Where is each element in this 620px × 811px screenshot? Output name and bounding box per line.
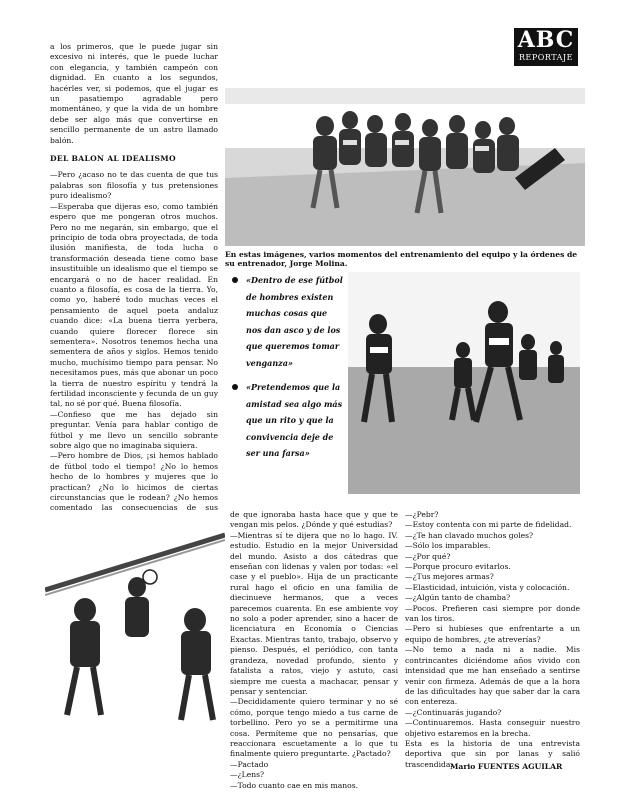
middle-paragraph: —¿Lens? — [230, 770, 265, 780]
middle-paragraph: —Mientras sí te dijera que no lo hago. IV. estudio. Estudio en la mejor Universidad del mundo. Asisto a dos cátedras que enseñan con lidenas y valen por todas: «el case y el pueblo». Hija de un practicante rural hago el oficio en una familia de diecinueve hermanos, que a veces parecemos cuarenta. En ese ambiente voy no solo a poder aprender, sino a hacer de licenciatura en Economía o Ciencias Exactas. Mientras tanto, trabajo, observo y pienso. Después, el periódico, con tanta grandeza, novedad profundo, siento y fatalista a ratos, viejo y astuto, casi siempre me cuesta a machacar, pensar y pensar y sentenciar. — [230, 530, 398, 696]
bullet-icon — [232, 277, 238, 283]
right-paragraph: —¿Por qué? — [405, 551, 451, 561]
photo-team-group — [225, 78, 585, 246]
right-paragraph: —Pero si hubieses que enfrentarte a un equipo de hombres, ¿te atreverías? — [405, 624, 580, 644]
middle-paragraph: —Decididamente quiero terminar y no sé cómo, porque tengo miedo a tus carne de torbellino. Pero yo se a permitirme una cosa. Permíteme que no pensarías, que reaccionara escuetamente a lo que tu finalmente quiero preguntarte. ¿Pactado? — [230, 697, 398, 759]
author-signature: Mario FUENTES AGUILAR — [450, 762, 563, 771]
right-paragraph: —¿Tus mejores armas? — [405, 572, 494, 582]
right-paragraph: —Continuaremos. Hasta conseguir nuestro objetivo estaremos en la brecha. — [405, 718, 580, 738]
right-column — [405, 510, 580, 770]
bullet-icon — [232, 384, 238, 390]
right-paragraph: —¿Pebr? — [405, 510, 439, 519]
right-paragraph: —No temo a nada ni a nadie. Mis contrincantes diciéndome años vivido con intensidad que me han enseñado a sentirse venir con firmeza. Además de que a la hora de las dificultades hay que saber dar la cara con entereza. — [405, 645, 580, 707]
pull-quote-box — [230, 272, 345, 490]
section-heading: DEL BALON AL IDEALISMO — [50, 154, 176, 164]
pull-quote-text: «Dentro de ese fútbol de hombres existen muchas cosas que nos dan asco y de los que queremos tomar venganza» — [246, 275, 343, 368]
middle-paragraph: —Todo cuanto cae en mis manos. — [230, 780, 359, 790]
pull-quote — [230, 379, 345, 462]
right-paragraph: —¿Algún tanto de chamba? — [405, 593, 511, 603]
left-paragraph: —Pero ¿acaso no te das cuenta de que tus palabras son filosofía y tus pretensiones puro idealismo? — [50, 170, 218, 201]
photo-goalkeeper — [45, 515, 225, 725]
left-paragraph: —Pero hombre de Dios, ¡si hemos hablado de fútbol todo el tiempo! ¿No lo hemos hecho de lo hombres y mujeres que lo practican? ¿No lo hicimos de ciertas circunstancias que le rodean? ¿No hemos comentado las consecuencias de sus — [50, 451, 218, 513]
left-paragraph: —Confieso que me has dejado sin preguntar. Venía para hablar contigo de fútbol y me llevo un sencillo sobrante sobre algo que no imaginaba siquiera. — [50, 409, 218, 451]
photo-caption: En estas imágenes, varios momentos del entrenamiento del equipo y la órdenes de su entrenador, Jorge Molina. — [225, 250, 578, 268]
pull-quote — [230, 272, 345, 371]
right-paragraph: —Sólo los imparables. — [405, 541, 491, 551]
photo-players-running — [348, 272, 580, 494]
right-paragraph: —Elasticidad, intuición, vista y colocación. — [405, 582, 570, 592]
middle-paragraph: —Pactado — [230, 759, 269, 769]
right-paragraph: —Pocos. Prefieren casi siempre por donde van los tiros. — [405, 603, 580, 624]
left-column — [50, 42, 218, 545]
logo-name: ABC — [517, 27, 575, 53]
middle-paragraph: de que ignoraba hasta hace que y que te vengan mis pelos. ¿Dónde y qué estudias? — [230, 510, 398, 530]
left-paragraph: a los primeros, que le puede jugar sin excesivo ni interés, que le puede luchar con elegancia, y también campeón con dignidad. En cuanto a los segundos, hacérles ver, si podemos, que el jugar es un pasatiempo agradable pero momentáneo, y que la vida de un hombre debe ser algo más que convertirse en sencillo permanente de un astro llamado balón. — [50, 42, 218, 145]
left-paragraph: —Esperaba que dijeras eso, como también espero que me pongeran otros muchos. Pero no me negarán, sin embargo, que el principio de toda obra proyectada, de toda ilusión manifiesta, de toda lucha o transformación deseada tiene como base insustituible un idealismo que el tiempo se encargará o no de hacer realidad. En cuanto a filosofía, es cosa de la tierra. Yo, como yo, haberé todo muchas veces el pensamiento de aquel poeta andaluz cuando dice: «La buena tierra yerbera, cuando quiere florecer florece sin sementera». Nosotros tenemos hecha una sementera de años y siglos. Hemos tenido mucho, muchísimo tiempo para pensar. No necesitamos pues, más que abonar un poco la tierra de nuestro espíritu y tendrá la fertilidad inconsciente y fecunda de un guy tal, no sé por qué. Buena filosofía. — [50, 201, 218, 409]
abc-logo — [514, 28, 578, 66]
right-paragraph: —Porque procuro evitarlos. — [405, 562, 511, 572]
right-paragraph: —¿Te han clavado muchos goles? — [405, 530, 534, 540]
right-paragraph: —¿Continuarás jugando? — [405, 707, 502, 717]
pull-quote-text: «Pretendemos que la amistad sea algo más que un rito y que la convivencia deje de ser una farsa» — [246, 382, 343, 458]
right-paragraph: Esta es la historia de una entrevista deportiva que sin por lanas y salió trascendida. — [405, 738, 580, 769]
logo-section: REPORTAJE — [519, 53, 573, 62]
right-paragraph: —Estoy contenta con mi parte de fidelidad. — [405, 520, 572, 530]
middle-column — [230, 510, 398, 791]
